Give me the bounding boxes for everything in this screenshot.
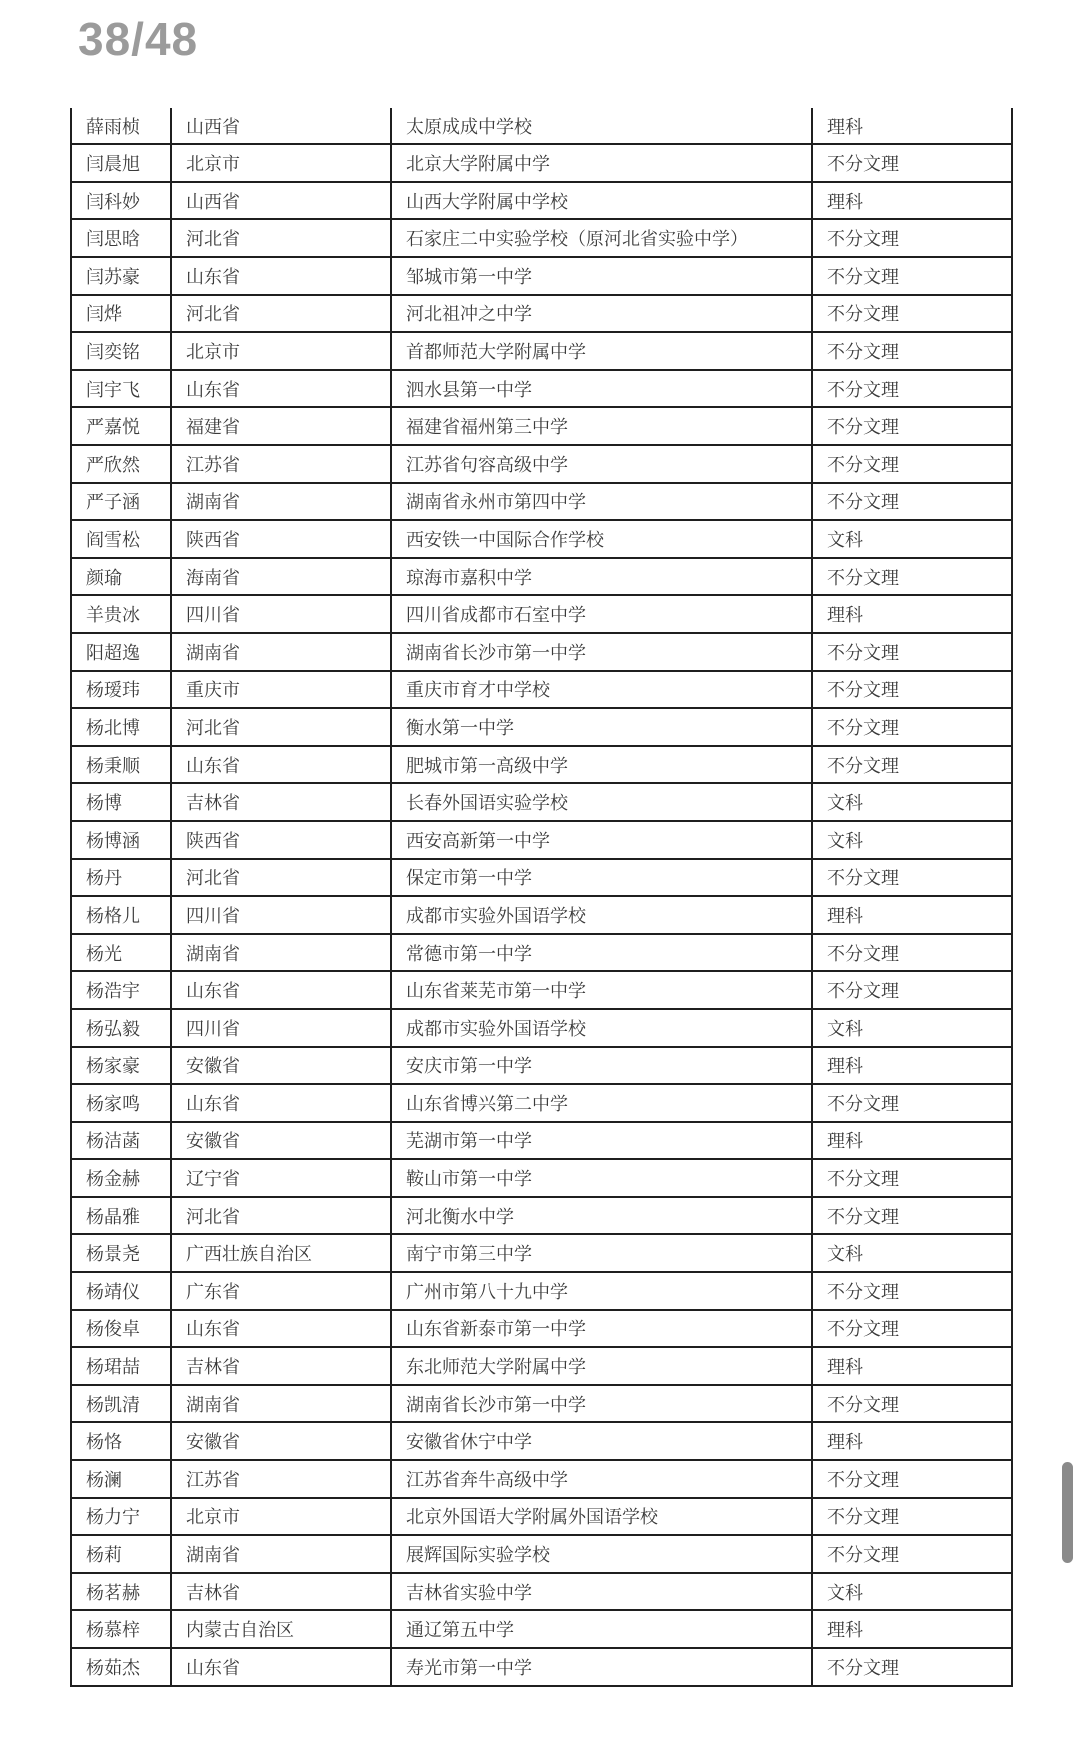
cell-name: 杨北博	[71, 708, 171, 746]
cell-track: 不分文理	[812, 934, 1012, 972]
cell-name: 杨博涵	[71, 821, 171, 859]
table-row	[71, 971, 1012, 1009]
cell-school: 湖南省永州市第四中学	[391, 483, 812, 521]
cell-province: 山东省	[171, 746, 391, 784]
cell-name: 阳超逸	[71, 633, 171, 671]
cell-name: 杨浩宇	[71, 971, 171, 1009]
cell-school: 肥城市第一高级中学	[391, 746, 812, 784]
table-row	[71, 1272, 1012, 1310]
cell-track: 理科	[812, 1122, 1012, 1160]
table-row	[71, 1122, 1012, 1160]
cell-province: 北京市	[171, 144, 391, 182]
cell-track: 不分文理	[812, 370, 1012, 408]
table-row	[71, 821, 1012, 859]
cell-school: 鞍山市第一中学	[391, 1159, 812, 1197]
cell-school: 江苏省奔牛高级中学	[391, 1460, 812, 1498]
roster-table-body	[71, 108, 1012, 1686]
cell-track: 理科	[812, 1422, 1012, 1460]
cell-school: 山东省博兴第二中学	[391, 1084, 812, 1122]
table-row	[71, 1084, 1012, 1122]
cell-school: 长春外国语实验学校	[391, 783, 812, 821]
cell-name: 闫烨	[71, 295, 171, 333]
cell-province: 安徽省	[171, 1122, 391, 1160]
cell-school: 河北衡水中学	[391, 1197, 812, 1235]
cell-name: 阎雪松	[71, 520, 171, 558]
cell-province: 安徽省	[171, 1422, 391, 1460]
table-row	[71, 295, 1012, 333]
cell-province: 湖南省	[171, 1385, 391, 1423]
cell-name: 杨瑷玮	[71, 671, 171, 709]
cell-track: 不分文理	[812, 407, 1012, 445]
cell-track: 不分文理	[812, 445, 1012, 483]
table-row	[71, 1535, 1012, 1573]
cell-name: 闫科妙	[71, 182, 171, 220]
cell-school: 广州市第八十九中学	[391, 1272, 812, 1310]
cell-name: 颜瑜	[71, 558, 171, 596]
cell-province: 河北省	[171, 859, 391, 897]
table-row	[71, 708, 1012, 746]
cell-province: 湖南省	[171, 934, 391, 972]
table-row	[71, 859, 1012, 897]
cell-province: 河北省	[171, 1197, 391, 1235]
cell-name: 闫思晗	[71, 219, 171, 257]
cell-school: 福建省福州第三中学	[391, 407, 812, 445]
table-row	[71, 1234, 1012, 1272]
cell-track: 不分文理	[812, 1084, 1012, 1122]
table-row	[71, 1047, 1012, 1085]
cell-province: 辽宁省	[171, 1159, 391, 1197]
cell-track: 不分文理	[812, 1197, 1012, 1235]
cell-school: 琼海市嘉积中学	[391, 558, 812, 596]
cell-province: 福建省	[171, 407, 391, 445]
cell-province: 山东省	[171, 1310, 391, 1348]
cell-name: 闫苏豪	[71, 257, 171, 295]
cell-school: 安庆市第一中学	[391, 1047, 812, 1085]
table-row	[71, 1385, 1012, 1423]
cell-school: 衡水第一中学	[391, 708, 812, 746]
cell-province: 江苏省	[171, 445, 391, 483]
cell-province: 陕西省	[171, 821, 391, 859]
cell-track: 理科	[812, 595, 1012, 633]
cell-track: 文科	[812, 520, 1012, 558]
cell-school: 安徽省休宁中学	[391, 1422, 812, 1460]
cell-name: 杨力宁	[71, 1498, 171, 1536]
cell-province: 内蒙古自治区	[171, 1610, 391, 1648]
table-row	[71, 520, 1012, 558]
cell-school: 北京外国语大学附属外国语学校	[391, 1498, 812, 1536]
cell-track: 文科	[812, 1009, 1012, 1047]
cell-name: 闫宇飞	[71, 370, 171, 408]
cell-track: 不分文理	[812, 1498, 1012, 1536]
cell-name: 杨丹	[71, 859, 171, 897]
table-row	[71, 108, 1012, 144]
cell-province: 河北省	[171, 219, 391, 257]
cell-province: 广东省	[171, 1272, 391, 1310]
table-row	[71, 219, 1012, 257]
cell-school: 山西大学附属中学校	[391, 182, 812, 220]
cell-name: 杨博	[71, 783, 171, 821]
cell-province: 四川省	[171, 896, 391, 934]
table-row	[71, 1422, 1012, 1460]
cell-track: 不分文理	[812, 1385, 1012, 1423]
table-row	[71, 1310, 1012, 1348]
cell-school: 成都市实验外国语学校	[391, 896, 812, 934]
cell-track: 不分文理	[812, 1272, 1012, 1310]
table-row	[71, 1460, 1012, 1498]
page-number-indicator: 38/48	[78, 13, 199, 65]
table-row	[71, 445, 1012, 483]
cell-school: 江苏省句容高级中学	[391, 445, 812, 483]
cell-track: 理科	[812, 1610, 1012, 1648]
cell-province: 吉林省	[171, 1347, 391, 1385]
cell-province: 北京市	[171, 332, 391, 370]
cell-province: 山东省	[171, 257, 391, 295]
table-row	[71, 182, 1012, 220]
cell-province: 吉林省	[171, 1573, 391, 1611]
cell-province: 湖南省	[171, 1535, 391, 1573]
table-row	[71, 896, 1012, 934]
cell-track: 不分文理	[812, 332, 1012, 370]
cell-track: 不分文理	[812, 1648, 1012, 1686]
table-row	[71, 370, 1012, 408]
cell-province: 湖南省	[171, 483, 391, 521]
table-row	[71, 1648, 1012, 1686]
cell-province: 山西省	[171, 182, 391, 220]
cell-school: 吉林省实验中学	[391, 1573, 812, 1611]
cell-track: 不分文理	[812, 633, 1012, 671]
cell-name: 杨格儿	[71, 896, 171, 934]
cell-name: 杨晶雅	[71, 1197, 171, 1235]
cell-name: 杨慕梓	[71, 1610, 171, 1648]
cell-school: 北京大学附属中学	[391, 144, 812, 182]
cell-school: 寿光市第一中学	[391, 1648, 812, 1686]
cell-school: 石家庄二中实验学校（原河北省实验中学）	[391, 219, 812, 257]
cell-school: 芜湖市第一中学	[391, 1122, 812, 1160]
cell-track: 不分文理	[812, 1310, 1012, 1348]
cell-province: 山东省	[171, 1084, 391, 1122]
cell-province: 山东省	[171, 370, 391, 408]
cell-track: 不分文理	[812, 257, 1012, 295]
cell-track: 文科	[812, 783, 1012, 821]
cell-track: 不分文理	[812, 746, 1012, 784]
cell-name: 杨家豪	[71, 1047, 171, 1085]
table-row	[71, 1347, 1012, 1385]
cell-school: 山东省新泰市第一中学	[391, 1310, 812, 1348]
table-row	[71, 1009, 1012, 1047]
cell-track: 不分文理	[812, 1159, 1012, 1197]
table-row	[71, 595, 1012, 633]
cell-name: 羊贵冰	[71, 595, 171, 633]
cell-school: 南宁市第三中学	[391, 1234, 812, 1272]
cell-name: 严嘉悦	[71, 407, 171, 445]
cell-school: 泗水县第一中学	[391, 370, 812, 408]
table-row	[71, 483, 1012, 521]
cell-track: 理科	[812, 182, 1012, 220]
cell-track: 不分文理	[812, 1460, 1012, 1498]
cell-track: 不分文理	[812, 219, 1012, 257]
cell-track: 不分文理	[812, 971, 1012, 1009]
table-row	[71, 332, 1012, 370]
scrollbar-thumb[interactable]	[1062, 1462, 1073, 1563]
cell-province: 吉林省	[171, 783, 391, 821]
cell-name: 薛雨桢	[71, 108, 171, 144]
cell-track: 不分文理	[812, 483, 1012, 521]
cell-school: 湖南省长沙市第一中学	[391, 633, 812, 671]
table-row	[71, 1197, 1012, 1235]
cell-school: 山东省莱芜市第一中学	[391, 971, 812, 1009]
cell-track: 不分文理	[812, 144, 1012, 182]
cell-school: 西安高新第一中学	[391, 821, 812, 859]
cell-province: 广西壮族自治区	[171, 1234, 391, 1272]
cell-school: 保定市第一中学	[391, 859, 812, 897]
cell-name: 杨恪	[71, 1422, 171, 1460]
table-row	[71, 783, 1012, 821]
cell-school: 四川省成都市石室中学	[391, 595, 812, 633]
cell-track: 不分文理	[812, 671, 1012, 709]
table-row	[71, 1610, 1012, 1648]
table-row	[71, 407, 1012, 445]
table-row	[71, 746, 1012, 784]
cell-name: 杨澜	[71, 1460, 171, 1498]
cell-school: 邹城市第一中学	[391, 257, 812, 295]
cell-name: 杨家鸣	[71, 1084, 171, 1122]
cell-track: 理科	[812, 896, 1012, 934]
cell-province: 山东省	[171, 971, 391, 1009]
cell-name: 杨凯清	[71, 1385, 171, 1423]
cell-name: 杨茹杰	[71, 1648, 171, 1686]
cell-province: 北京市	[171, 1498, 391, 1536]
table-row	[71, 1498, 1012, 1536]
cell-track: 不分文理	[812, 708, 1012, 746]
cell-name: 杨景尧	[71, 1234, 171, 1272]
cell-school: 常德市第一中学	[391, 934, 812, 972]
cell-province: 海南省	[171, 558, 391, 596]
cell-name: 严欣然	[71, 445, 171, 483]
cell-name: 杨金赫	[71, 1159, 171, 1197]
cell-name: 杨珺喆	[71, 1347, 171, 1385]
cell-province: 湖南省	[171, 633, 391, 671]
cell-track: 文科	[812, 1234, 1012, 1272]
cell-province: 四川省	[171, 1009, 391, 1047]
cell-province: 河北省	[171, 295, 391, 333]
cell-name: 杨茗赫	[71, 1573, 171, 1611]
cell-province: 重庆市	[171, 671, 391, 709]
cell-province: 四川省	[171, 595, 391, 633]
cell-school: 西安铁一中国际合作学校	[391, 520, 812, 558]
cell-name: 杨莉	[71, 1535, 171, 1573]
cell-name: 杨光	[71, 934, 171, 972]
table-row	[71, 257, 1012, 295]
cell-name: 杨洁菡	[71, 1122, 171, 1160]
cell-track: 不分文理	[812, 1535, 1012, 1573]
cell-school: 河北祖冲之中学	[391, 295, 812, 333]
cell-province: 陕西省	[171, 520, 391, 558]
cell-school: 展辉国际实验学校	[391, 1535, 812, 1573]
cell-school: 东北师范大学附属中学	[391, 1347, 812, 1385]
cell-name: 闫奕铭	[71, 332, 171, 370]
table-row	[71, 144, 1012, 182]
cell-name: 严子涵	[71, 483, 171, 521]
cell-track: 文科	[812, 1573, 1012, 1611]
cell-school: 湖南省长沙市第一中学	[391, 1385, 812, 1423]
cell-school: 通辽第五中学	[391, 1610, 812, 1648]
cell-track: 理科	[812, 1347, 1012, 1385]
cell-province: 安徽省	[171, 1047, 391, 1085]
cell-school: 太原成成中学校	[391, 108, 812, 144]
cell-track: 文科	[812, 821, 1012, 859]
student-roster-table	[70, 108, 1013, 1687]
cell-track: 理科	[812, 1047, 1012, 1085]
cell-track: 不分文理	[812, 295, 1012, 333]
cell-school: 成都市实验外国语学校	[391, 1009, 812, 1047]
cell-school: 首都师范大学附属中学	[391, 332, 812, 370]
cell-name: 杨靖仪	[71, 1272, 171, 1310]
table-row	[71, 671, 1012, 709]
table-row	[71, 934, 1012, 972]
table-row	[71, 633, 1012, 671]
cell-name: 杨弘毅	[71, 1009, 171, 1047]
cell-track: 理科	[812, 108, 1012, 144]
table-row	[71, 1573, 1012, 1611]
table-row	[71, 558, 1012, 596]
cell-name: 杨俊卓	[71, 1310, 171, 1348]
cell-province: 河北省	[171, 708, 391, 746]
cell-track: 不分文理	[812, 859, 1012, 897]
cell-name: 闫晨旭	[71, 144, 171, 182]
cell-school: 重庆市育才中学校	[391, 671, 812, 709]
table-row	[71, 1159, 1012, 1197]
cell-track: 不分文理	[812, 558, 1012, 596]
cell-province: 山西省	[171, 108, 391, 144]
cell-province: 山东省	[171, 1648, 391, 1686]
cell-province: 江苏省	[171, 1460, 391, 1498]
cell-name: 杨秉顺	[71, 746, 171, 784]
